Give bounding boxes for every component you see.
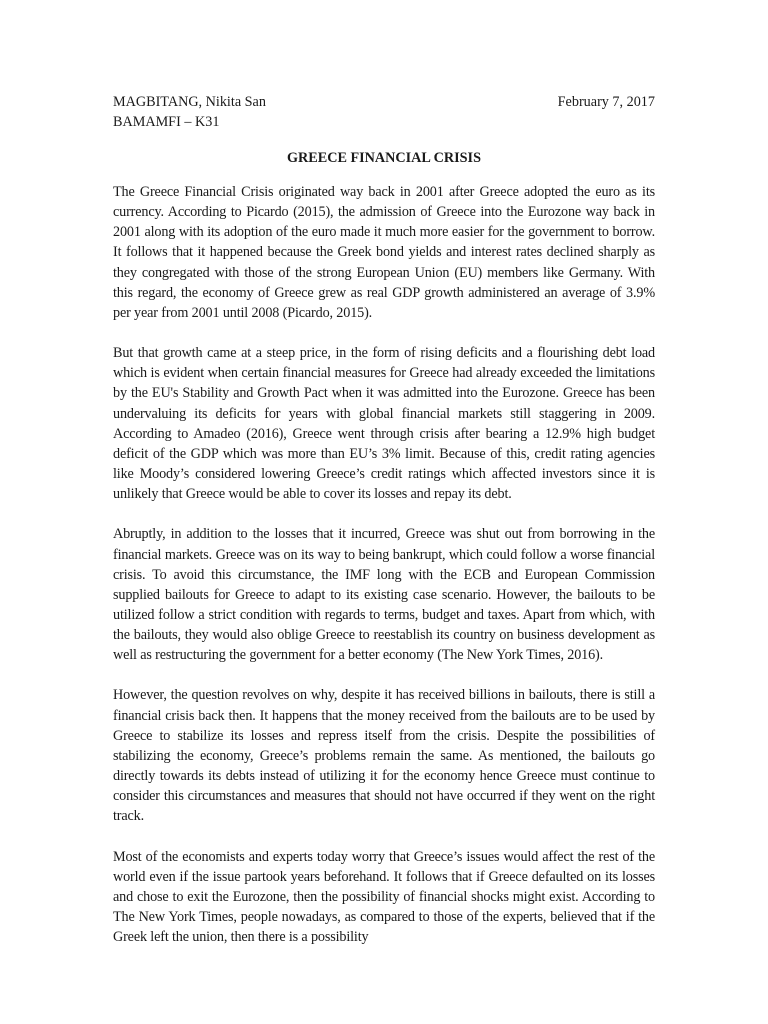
paragraph-4: However, the question revolves on why, despite it has received billions in bailouts, there is still a financial crisis back then. It happens that the money received from the bailouts are to be used by Greece to stabilize its losses and repress itself from the crisis. Despite the possibilities of stabilizing the economy, Greece’s problems remain the same. As mentioned, the bailouts go directly towards its debts instead of utilizing it for the economy hence Greece must continue to consider this circumstances and measures that should not have occurred if they went on the right track. — [113, 687, 655, 825]
header-row — [113, 92, 655, 112]
paragraph-2: But that growth came at a steep price, in the form of rising deficits and a flourishing debt load which is evident when certain financial measures for Greece had already exceeded the limitations by the EU's Stability and Growth Pact when it was admitted into the Eurozone. Greece has been undervaluing its deficits for years with global financial markets still staggering in 2009. According to Amadeo (2016), Greece went through crisis after bearing a 12.9% high budget deficit of the GDP which was more than EU’s 3% limit. Because of this, credit rating agencies like Moody’s considered lowering Greece’s credit ratings which affected investors since it is unlikely that Greece would be able to cover its losses and repay its debt. — [113, 345, 655, 503]
paragraph-1: The Greece Financial Crisis originated way back in 2001 after Greece adopted the euro as its currency. According to Picardo (2015), the admission of Greece into the Eurozone way back in 2001 along with its adoption of the euro made it much more easier for the government to borrow. It follows that it happened because the Greek bond yields and interest rates declined sharply as they congregated with those of the strong European Union (EU) members like Germany. With this regard, the economy of Greece grew as real GDP growth administered an average of 3.9% per year from 2001 until 2008 (Picardo, 2015). — [113, 184, 655, 321]
paragraph-5: Most of the economists and experts today worry that Greece’s issues would affect the rest of the world even if the issue partook years beforehand. It follows that if Greece defaulted on its losses and chose to exit the Eurozone, then the possibility of financial shocks might exist. According to The New York Times, people nowadays, as compared to those of the experts, believed that if the Greek left the union, then there is a possibility — [113, 848, 655, 946]
document-page — [113, 92, 655, 967]
document-date: February 7, 2017 — [557, 94, 655, 110]
paragraph-3: Abruptly, in addition to the losses that it incurred, Greece was shut out from borrowing in the financial markets. Greece was on its way to being bankrupt, which could follow a worse financial crisis. To avoid this circumstance, the IMF long with the ECB and European Commission supplied bailouts for Greece to adapt to its existing case scenario. However, the bailouts to be utilized follow a strict condition with regards to terms, budget and taxes. Apart from which, with the bailouts, they would also oblige Greece to reestablish its country on business development as well as restructuring the government for a better economy (The New York Times, 2016). — [113, 526, 655, 664]
author-name: MAGBITANG, Nikita San — [113, 94, 266, 110]
document-title: GREECE FINANCIAL CRISIS — [287, 150, 481, 166]
section-code: BAMAMFI – K31 — [113, 114, 220, 130]
